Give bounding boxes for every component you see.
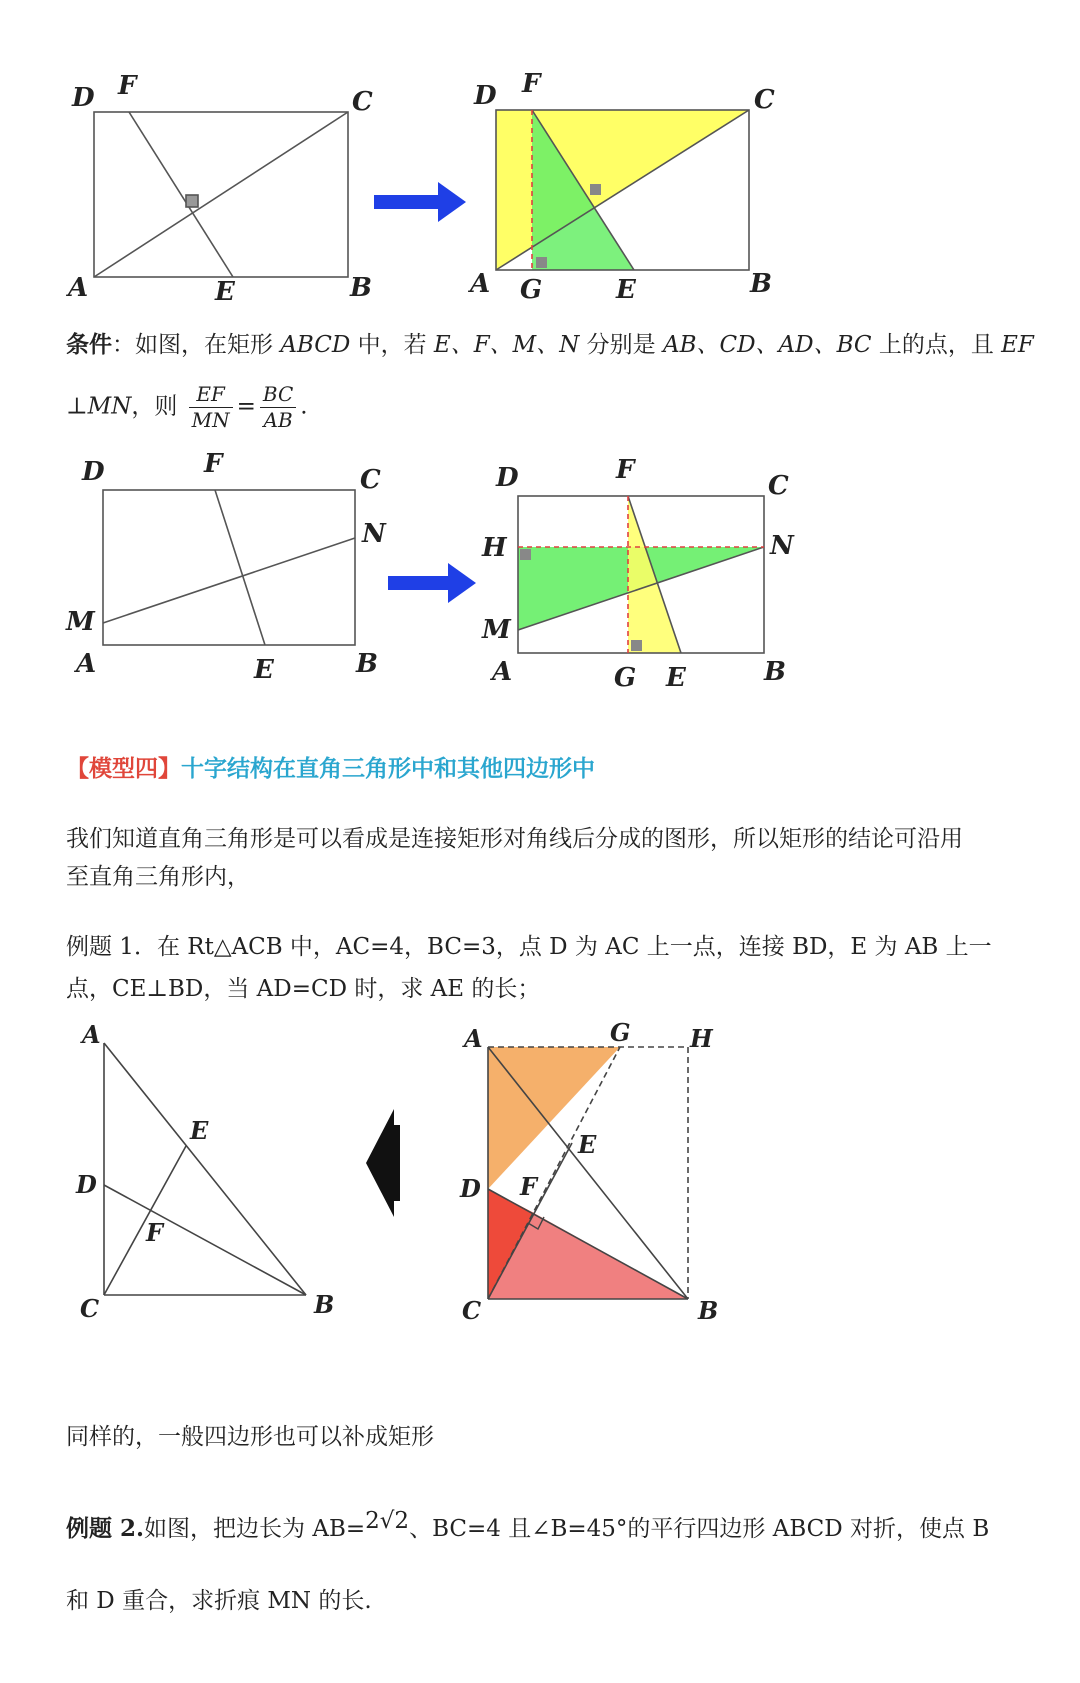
- figure-row-1: [0, 60, 1080, 310]
- label-m: M: [482, 615, 511, 645]
- root-value: 2√2: [365, 1508, 410, 1534]
- label-f: F: [616, 455, 635, 485]
- segment-ab: [104, 1043, 306, 1295]
- condition-sides: AB、CD、AD、BC: [662, 332, 872, 358]
- figure-row-3: [0, 1015, 1080, 1335]
- label-a: A: [68, 273, 89, 303]
- segment-ef: [129, 112, 233, 277]
- equals-sign: =: [236, 393, 256, 420]
- right-angle-mark: [631, 640, 642, 651]
- bracket-open: 【: [66, 755, 89, 782]
- arrow-right-icon: [388, 563, 476, 603]
- section-heading: [66, 752, 595, 787]
- label-g: G: [614, 663, 637, 690]
- label-c: C: [768, 471, 789, 501]
- label-c: C: [80, 1294, 100, 1323]
- label-n: N: [770, 531, 794, 561]
- figure-row-2: [0, 450, 1080, 690]
- intro-line-1: 我们知道直角三角形是可以看成是连接矩形对角线后分成的图形，所以矩形的结论可沿用: [66, 826, 963, 852]
- label-g: G: [520, 275, 543, 305]
- label-c: C: [360, 465, 381, 495]
- example2-label: 例题 2.: [66, 1515, 145, 1542]
- label-h: H: [690, 1024, 713, 1053]
- perp-symbol: ⊥: [66, 393, 88, 420]
- condition-ef: EF: [1001, 332, 1034, 358]
- condition-text: 分别是: [579, 332, 663, 358]
- orange-triangle: [488, 1047, 620, 1189]
- label-m: M: [66, 607, 95, 637]
- rect-abcd: [103, 490, 355, 645]
- frac-numerator: EF: [189, 382, 233, 408]
- figure-2-svg: [0, 450, 1080, 690]
- label-b: B: [698, 1296, 719, 1325]
- label-e: E: [190, 1116, 209, 1145]
- label-f: F: [522, 69, 541, 99]
- label-d: D: [76, 1170, 97, 1199]
- condition-label: 条件: [66, 331, 112, 358]
- label-e: E: [616, 275, 636, 305]
- label-a: A: [76, 649, 97, 679]
- label-d: D: [474, 81, 497, 111]
- label-b: B: [764, 657, 786, 687]
- model-label: 模型四: [89, 755, 158, 782]
- condition-text: ：如图，在矩形: [112, 332, 281, 358]
- right-angle-mark: [536, 257, 547, 268]
- label-e: E: [215, 277, 235, 307]
- label-f: F: [146, 1218, 164, 1247]
- label-g: G: [610, 1018, 631, 1047]
- label-e: E: [578, 1130, 597, 1159]
- label-d: D: [460, 1174, 481, 1203]
- arrow-right-icon: [374, 182, 466, 222]
- label-a: A: [82, 1020, 101, 1049]
- condition-line-1: [66, 328, 1034, 363]
- fraction-ef-mn: [189, 382, 233, 433]
- period: .: [300, 393, 308, 420]
- condition-then: ，则: [131, 393, 178, 420]
- label-c: C: [754, 85, 775, 115]
- example1-line-2: 点，CE⊥BD，当 AD=CD 时，求 AE 的长；: [66, 976, 541, 1002]
- example2-line-1: [66, 1508, 990, 1547]
- diagonal-ac: [94, 112, 348, 277]
- example2-line-2: 和 D 重合，求折痕 MN 的长.: [66, 1588, 372, 1614]
- label-b: B: [350, 273, 372, 303]
- frac-numerator: BC: [260, 382, 296, 408]
- example1-line-1: 例题 1．在 Rt△ACB 中，AC=4，BC=3，点 D 为 AC 上一点，连接 BD，E 为 AB 上一: [66, 934, 992, 960]
- label-e: E: [254, 655, 274, 685]
- condition-points: E、F、M、N: [433, 332, 580, 358]
- label-n: N: [362, 519, 386, 549]
- frac-denominator: MN: [191, 408, 230, 432]
- condition-text: 上的点，且: [871, 332, 1002, 358]
- label-b: B: [750, 269, 772, 299]
- label-a: A: [492, 657, 513, 687]
- label-d: D: [72, 83, 95, 113]
- label-b: B: [356, 649, 378, 679]
- example2-text: 如图，把边长为 AB=: [144, 1516, 366, 1542]
- label-d: D: [82, 457, 105, 487]
- right-angle-mark: [520, 549, 531, 560]
- label-h: H: [482, 533, 507, 563]
- figure-2-left: [103, 490, 355, 645]
- figure-1-left: [94, 112, 348, 277]
- label-c: C: [462, 1296, 482, 1325]
- label-f: F: [520, 1172, 538, 1201]
- figure-3-left: [104, 1043, 306, 1295]
- right-angle-mark: [186, 195, 198, 207]
- figure-1-svg: [0, 60, 1080, 310]
- condition-text: 中，若: [350, 332, 434, 358]
- segment-mn: [103, 538, 355, 623]
- figure-3-right: [488, 1047, 688, 1299]
- condition-mn: MN: [87, 393, 132, 420]
- condition-line-2: [66, 382, 308, 433]
- frac-denominator: AB: [263, 408, 293, 432]
- arrow-left-icon: [366, 1109, 400, 1217]
- label-b: B: [314, 1290, 335, 1319]
- label-e: E: [666, 663, 686, 690]
- intro-line-2: 至直角三角形内，: [66, 864, 250, 890]
- condition-abcd: ABCD: [280, 332, 351, 358]
- label-f: F: [118, 71, 137, 101]
- right-angle-mark: [590, 184, 601, 195]
- note-line: 同样的，一般四边形也可以补成矩形: [66, 1424, 434, 1450]
- bracket-close: 】: [158, 755, 181, 782]
- section-title: 十字结构在直角三角形中和其他四边形中: [181, 755, 595, 782]
- label-d: D: [496, 463, 519, 493]
- fraction-bc-ab: [260, 382, 296, 433]
- label-c: C: [352, 87, 373, 117]
- label-a: A: [464, 1024, 483, 1053]
- segment-ce: [104, 1146, 186, 1295]
- label-f: F: [204, 450, 223, 479]
- figure-3-svg: [0, 1015, 1080, 1335]
- figure-1-right: [496, 110, 749, 270]
- label-a: A: [470, 269, 491, 299]
- example2-text: 、BC=4 且∠B=45°的平行四边形 ABCD 对折，使点 B: [409, 1516, 990, 1542]
- figure-2-right: [518, 496, 764, 653]
- segment-ef: [215, 490, 265, 645]
